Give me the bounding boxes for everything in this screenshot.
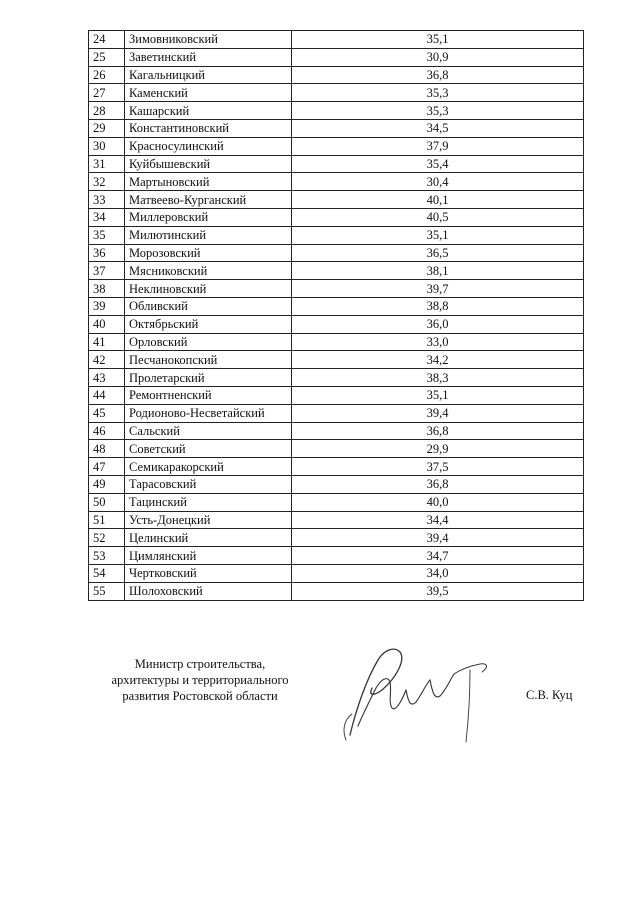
row-number: 54 — [89, 564, 125, 582]
district-value: 38,3 — [292, 369, 584, 387]
district-name: Заветинский — [125, 48, 292, 66]
district-name: Песчанокопский — [125, 351, 292, 369]
table-row — [89, 119, 584, 137]
district-name: Мясниковский — [125, 262, 292, 280]
district-name: Октябрьский — [125, 315, 292, 333]
district-value: 34,0 — [292, 564, 584, 582]
row-number: 45 — [89, 404, 125, 422]
district-value: 30,4 — [292, 173, 584, 191]
district-value: 37,5 — [292, 458, 584, 476]
district-name: Морозовский — [125, 244, 292, 262]
row-number: 35 — [89, 226, 125, 244]
table-row — [89, 208, 584, 226]
position-line: развития Ростовской области — [122, 689, 278, 703]
table-row — [89, 404, 584, 422]
district-name: Пролетарский — [125, 369, 292, 387]
table-row — [89, 369, 584, 387]
district-value: 35,4 — [292, 155, 584, 173]
table-row — [89, 280, 584, 298]
district-value: 36,8 — [292, 66, 584, 84]
handwritten-signature — [330, 630, 510, 750]
table-row — [89, 582, 584, 600]
row-number: 27 — [89, 84, 125, 102]
district-name: Куйбышевский — [125, 155, 292, 173]
district-value: 36,5 — [292, 244, 584, 262]
row-number: 52 — [89, 529, 125, 547]
table-row — [89, 458, 584, 476]
district-value: 35,1 — [292, 226, 584, 244]
row-number: 38 — [89, 280, 125, 298]
district-value: 30,9 — [292, 48, 584, 66]
table-row — [89, 475, 584, 493]
district-value: 33,0 — [292, 333, 584, 351]
table-row — [89, 66, 584, 84]
districts-table — [88, 30, 584, 601]
district-value: 40,1 — [292, 191, 584, 209]
district-name: Константиновский — [125, 119, 292, 137]
signatory-position — [100, 656, 300, 704]
district-name: Шолоховский — [125, 582, 292, 600]
districts-table-body — [89, 31, 584, 601]
row-number: 48 — [89, 440, 125, 458]
position-line: Министр строительства, — [134, 657, 266, 671]
row-number: 31 — [89, 155, 125, 173]
district-value: 34,4 — [292, 511, 584, 529]
table-row — [89, 511, 584, 529]
row-number: 30 — [89, 137, 125, 155]
district-name: Усть-Донецкий — [125, 511, 292, 529]
table-row — [89, 386, 584, 404]
row-number: 34 — [89, 208, 125, 226]
table-row — [89, 547, 584, 565]
signer-name: С.В. Куц — [526, 688, 573, 702]
district-name: Ремонтненский — [125, 386, 292, 404]
district-name: Обливский — [125, 297, 292, 315]
table-row — [89, 333, 584, 351]
district-name: Цимлянский — [125, 547, 292, 565]
district-value: 35,1 — [292, 31, 584, 49]
row-number: 32 — [89, 173, 125, 191]
row-number: 42 — [89, 351, 125, 369]
district-name: Мартыновский — [125, 173, 292, 191]
district-value: 36,0 — [292, 315, 584, 333]
row-number: 46 — [89, 422, 125, 440]
district-value: 36,8 — [292, 422, 584, 440]
district-value: 39,4 — [292, 529, 584, 547]
row-number: 40 — [89, 315, 125, 333]
table-row — [89, 226, 584, 244]
position-line: архитектуры и территориального — [111, 673, 289, 687]
table-row — [89, 48, 584, 66]
table-row — [89, 262, 584, 280]
district-value: 40,5 — [292, 208, 584, 226]
row-number: 50 — [89, 493, 125, 511]
district-name: Орловский — [125, 333, 292, 351]
row-number: 37 — [89, 262, 125, 280]
district-value: 39,4 — [292, 404, 584, 422]
table-row — [89, 155, 584, 173]
row-number: 33 — [89, 191, 125, 209]
district-value: 29,9 — [292, 440, 584, 458]
row-number: 24 — [89, 31, 125, 49]
district-name: Красносулинский — [125, 137, 292, 155]
district-value: 38,1 — [292, 262, 584, 280]
table-row — [89, 297, 584, 315]
row-number: 28 — [89, 102, 125, 120]
table-row — [89, 351, 584, 369]
district-value: 35,3 — [292, 102, 584, 120]
row-number: 55 — [89, 582, 125, 600]
district-value: 34,7 — [292, 547, 584, 565]
row-number: 41 — [89, 333, 125, 351]
row-number: 36 — [89, 244, 125, 262]
district-name: Родионово-Несветайский — [125, 404, 292, 422]
district-name: Тацинский — [125, 493, 292, 511]
table-row — [89, 173, 584, 191]
table-row — [89, 529, 584, 547]
table-row — [89, 84, 584, 102]
district-name: Кашарский — [125, 102, 292, 120]
district-name: Чертковский — [125, 564, 292, 582]
district-name: Советский — [125, 440, 292, 458]
table-row — [89, 315, 584, 333]
table-row — [89, 31, 584, 49]
row-number: 53 — [89, 547, 125, 565]
table-row — [89, 191, 584, 209]
district-name: Кагальницкий — [125, 66, 292, 84]
district-value: 38,8 — [292, 297, 584, 315]
district-name: Миллеровский — [125, 208, 292, 226]
table-row — [89, 102, 584, 120]
row-number: 49 — [89, 475, 125, 493]
district-value: 34,5 — [292, 119, 584, 137]
district-name: Каменский — [125, 84, 292, 102]
district-value: 35,1 — [292, 386, 584, 404]
district-value: 36,8 — [292, 475, 584, 493]
district-name: Матвеево-Курганский — [125, 191, 292, 209]
table-row — [89, 493, 584, 511]
district-name: Зимовниковский — [125, 31, 292, 49]
row-number: 26 — [89, 66, 125, 84]
row-number: 47 — [89, 458, 125, 476]
district-value: 34,2 — [292, 351, 584, 369]
district-value: 39,7 — [292, 280, 584, 298]
table-row — [89, 422, 584, 440]
district-value: 35,3 — [292, 84, 584, 102]
table-row — [89, 564, 584, 582]
row-number: 39 — [89, 297, 125, 315]
row-number: 29 — [89, 119, 125, 137]
district-value: 39,5 — [292, 582, 584, 600]
district-name: Семикаракорский — [125, 458, 292, 476]
table-row — [89, 244, 584, 262]
table-row — [89, 440, 584, 458]
row-number: 51 — [89, 511, 125, 529]
district-value: 37,9 — [292, 137, 584, 155]
district-name: Целинский — [125, 529, 292, 547]
district-name: Неклиновский — [125, 280, 292, 298]
row-number: 43 — [89, 369, 125, 387]
district-name: Тарасовский — [125, 475, 292, 493]
row-number: 44 — [89, 386, 125, 404]
district-name: Сальский — [125, 422, 292, 440]
table-row — [89, 137, 584, 155]
district-name: Милютинский — [125, 226, 292, 244]
district-value: 40,0 — [292, 493, 584, 511]
row-number: 25 — [89, 48, 125, 66]
